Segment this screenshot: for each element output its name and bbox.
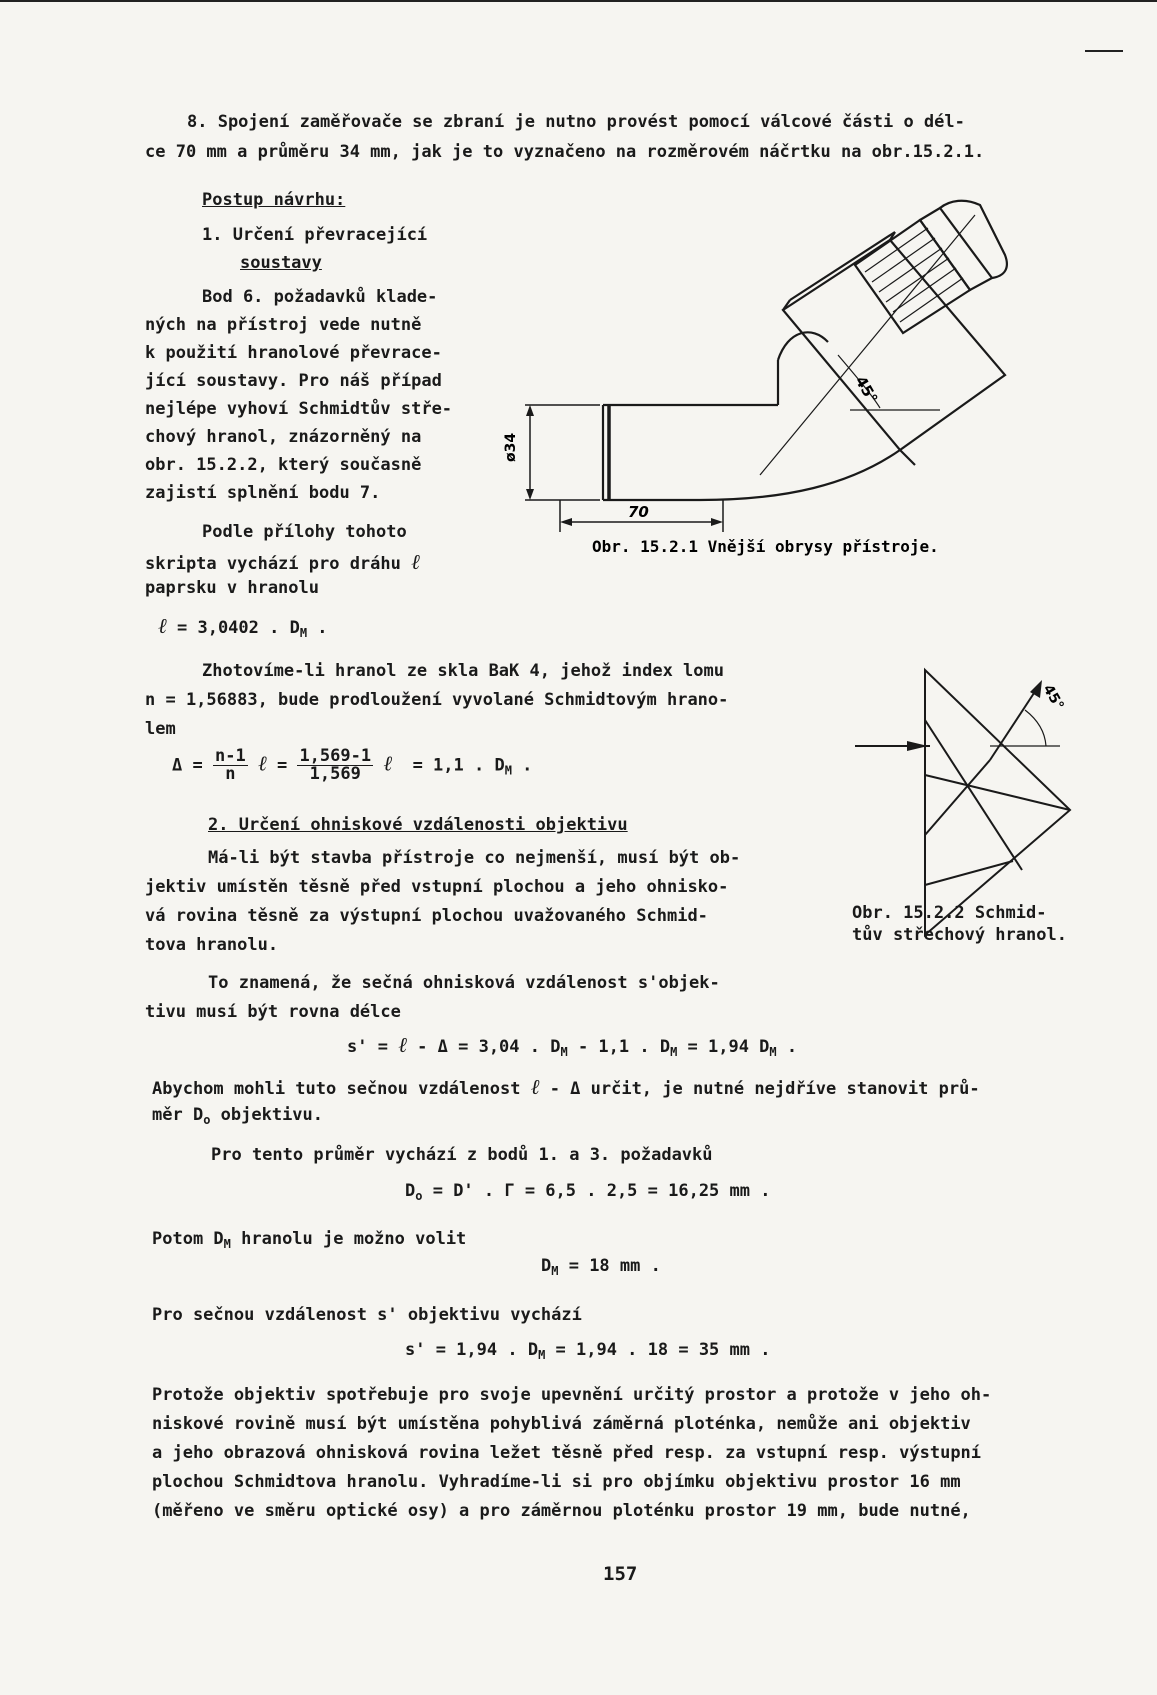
equation-path-length-rhs: = 3,0402 . D — [177, 618, 300, 638]
prism-reflection-1 — [925, 861, 1013, 885]
prism-reflection-2 — [925, 775, 1070, 810]
potom-b: hranolu je možno volit — [230, 1229, 467, 1249]
fraction-2 — [297, 748, 373, 783]
left-para-line-6: chový hranol, znázorněný na — [145, 427, 422, 447]
left-para-line-3: k použití hranolové převrace- — [145, 343, 442, 363]
podle-line-3: paprsku v hranolu — [145, 578, 319, 598]
eq-s-part-a: s' = — [347, 1037, 399, 1057]
eq-s-part-e: . — [776, 1037, 798, 1057]
fraction-1-denominator: n — [225, 764, 236, 784]
subscript-m: M — [769, 1045, 777, 1059]
podle-line-1: Podle přílohy tohoto — [202, 522, 407, 542]
final-para-line-2: niskové rovině musí být umístěna pohyblivá záměrná ploténka, nemůže ani objektiv — [152, 1414, 971, 1434]
dim-arrow-left — [560, 518, 572, 526]
eyepiece-cup-base — [920, 208, 992, 290]
fraction-2-denominator: 1,569 — [309, 764, 361, 784]
final-para-line-3: a jeho obrazová ohnisková rovina ležet těsně před resp. za vstupní resp. výstupní — [152, 1443, 982, 1463]
section-1-heading-line2: soustavy — [240, 253, 322, 273]
equation-delta — [172, 748, 532, 783]
left-para-line-1: Bod 6. požadavků klade- — [202, 287, 438, 307]
section-2-heading: 2. Určení ohniskové vzdálenosti objektivu — [208, 815, 628, 835]
outgoing-ray — [990, 687, 1038, 760]
sec2-line-2: jektiv umístěn těsně před vstupní plochou a jeho ohnisko- — [145, 877, 729, 897]
abychom-line-1a: Abychom mohli tuto sečnou vzdálenost — [152, 1079, 531, 1099]
ell-symbol: ℓ — [530, 1075, 540, 1099]
eq-s-part-d: = 1,94 D — [677, 1037, 770, 1057]
abychom-line-1b: - Δ určit, je nutné nejdříve stanovit prů- — [539, 1079, 980, 1099]
fraction-1-numerator: n-1 — [214, 746, 246, 766]
subscript-m: M — [551, 1264, 559, 1278]
eq-dm-a: D — [541, 1256, 552, 1276]
equation-prism-size — [541, 1256, 661, 1278]
left-para-line-5: nejlépe vyhoví Schmidtův stře- — [145, 399, 453, 419]
section-1-heading-line1: 1. Určení převracející — [202, 225, 428, 245]
eyepiece-cup — [940, 201, 1007, 278]
equation-back-focal-value — [405, 1340, 770, 1362]
potom-a: Potom D — [152, 1229, 224, 1249]
body-lower-face — [900, 450, 915, 465]
angle-label: 45° — [851, 373, 882, 407]
left-para-line-2: ných na přístroj vede nutně — [145, 315, 422, 335]
zhot-line-3: lem — [145, 719, 176, 739]
eq-s2-a: s' = 1,94 . D — [405, 1340, 539, 1360]
delta-symbol: Δ = — [172, 755, 203, 776]
podle-line-2-text: skripta vychází pro dráhu — [145, 554, 401, 574]
to-znamena-line-1: To znamená, že sečná ohnisková vzdálenost s'objek- — [208, 973, 720, 993]
eq-do-b: = D' . Γ = 6,5 . 2,5 = 16,25 mm . — [422, 1181, 771, 1201]
scan-mark — [1085, 50, 1123, 52]
abychom-line-2a: měr D — [152, 1105, 204, 1125]
abychom-line-2b: objektivu. — [210, 1105, 324, 1125]
subscript-m: M — [670, 1045, 678, 1059]
final-para-line-5: (měřeno ve směru optické osy) a pro záměrnou ploténku prostor 19 mm, bude nutné, — [152, 1501, 971, 1521]
left-para-line-7: obr. 15.2.2, který současně — [145, 455, 422, 475]
equation-objective-diameter — [405, 1181, 770, 1203]
figure-outline-drawing — [503, 200, 1100, 580]
pro-tento-line: Pro tento průměr vychází z bodů 1. a 3. požadavků — [211, 1145, 713, 1165]
equation-path-length — [158, 614, 328, 640]
fraction-2-numerator: 1,569-1 — [299, 746, 372, 766]
eq-s-part-c: - 1,1 . D — [567, 1037, 671, 1057]
postup-heading: Postup návrhu: — [202, 190, 346, 210]
equation-tail: . — [307, 618, 328, 638]
scan-top-edge — [0, 0, 1157, 2]
sec2-line-1: Má-li být stavba přístroje co nejmenší, musí být ob- — [208, 848, 741, 868]
subscript-m: M — [560, 1045, 568, 1059]
prism-outline — [925, 670, 1070, 935]
abychom-line-1 — [152, 1075, 980, 1100]
eq-s-part-b: - Δ = 3,04 . D — [406, 1037, 561, 1057]
diameter-label: ø34 — [503, 432, 519, 462]
p8-line-2: ce 70 mm a průměru 34 mm, jak je to vyznačeno na rozměrovém náčrtku na obr.15.2.1. — [145, 142, 985, 162]
figure-2-caption-line-1: Obr. 15.2.2 Schmid- — [852, 903, 1047, 923]
subscript-m: M — [504, 763, 512, 778]
equation-tail: . — [511, 755, 533, 776]
eq-do-a: D — [405, 1181, 416, 1201]
eq-dm-b: = 18 mm . — [558, 1256, 661, 1276]
potom-line — [152, 1229, 466, 1251]
figure-2-caption-line-2: tův střechový hranol. — [852, 925, 1067, 945]
sec2-line-4: tova hranolu. — [145, 935, 279, 955]
abychom-line-2 — [152, 1105, 323, 1127]
p8-line-1: 8. Spojení zaměřovače se zbraní je nutno provést pomocí válcové části o dél- — [187, 112, 965, 132]
subscript-o: o — [415, 1189, 423, 1203]
figure-1-caption: Obr. 15.2.1 Vnější obrysy přístroje. — [592, 537, 939, 556]
left-para-line-4: jící soustavy. Pro náš případ — [145, 371, 442, 391]
final-para-line-4: plochou Schmidtova hranolu. Vyhradíme-li si pro objímku objektivu prostor 16 mm — [152, 1472, 961, 1492]
zhot-line-1: Zhotovíme-li hranol ze skla BaK 4, jehož index lomu — [202, 661, 724, 681]
ell-symbol: ℓ — [383, 751, 393, 776]
pro-secnou-line: Pro sečnou vzdálenost s' objektivu vychází — [152, 1305, 582, 1325]
flange-top-edge — [790, 232, 895, 300]
subscript-m: M — [538, 1348, 546, 1362]
ell-symbol: ℓ — [398, 1033, 407, 1057]
fraction-1 — [213, 748, 248, 783]
ell-symbol: ℓ — [158, 614, 167, 638]
body-bottom-curve — [700, 450, 900, 500]
dim-arrow-top — [526, 405, 534, 416]
equation-back-focal — [347, 1033, 797, 1059]
podle-line-2 — [145, 550, 420, 575]
equation-delta-rhs: = 1,1 . D — [412, 755, 505, 776]
to-znamena-line-2: tivu musí být rovna délce — [145, 1002, 401, 1022]
eq-s2-b: = 1,94 . 18 = 35 mm . — [545, 1340, 771, 1360]
equals-sign: = — [276, 755, 288, 776]
angle-arc — [1025, 710, 1046, 746]
left-para-line-8: zajistí splnění bodu 7. — [145, 483, 381, 503]
section-1-heading — [202, 225, 427, 245]
subscript-m: M — [299, 626, 308, 640]
subscript-m: M — [223, 1237, 231, 1251]
subscript-o: o — [203, 1113, 211, 1127]
eyepiece-barrel — [855, 220, 970, 333]
ell-symbol: ℓ — [411, 550, 420, 574]
final-para-line-1: Protože objektiv spotřebuje pro svoje upevnění určitý prostor a protože v jeho oh- — [152, 1385, 992, 1405]
dim-arrow-right — [711, 518, 723, 526]
dim-arrow-bottom — [526, 489, 534, 500]
sec2-line-3: vá rovina těsně za výstupní plochou uvažovaného Schmid- — [145, 906, 708, 926]
prism-angle-label: 45° — [1039, 682, 1067, 713]
ell-symbol: ℓ — [257, 751, 267, 776]
zhot-line-2: n = 1,56883, bude prodloužení vyvolané Schmidtovým hrano- — [145, 690, 729, 710]
flange-outline — [783, 240, 1005, 450]
page-number: 157 — [603, 1563, 638, 1585]
length-label: 70 — [628, 503, 649, 521]
